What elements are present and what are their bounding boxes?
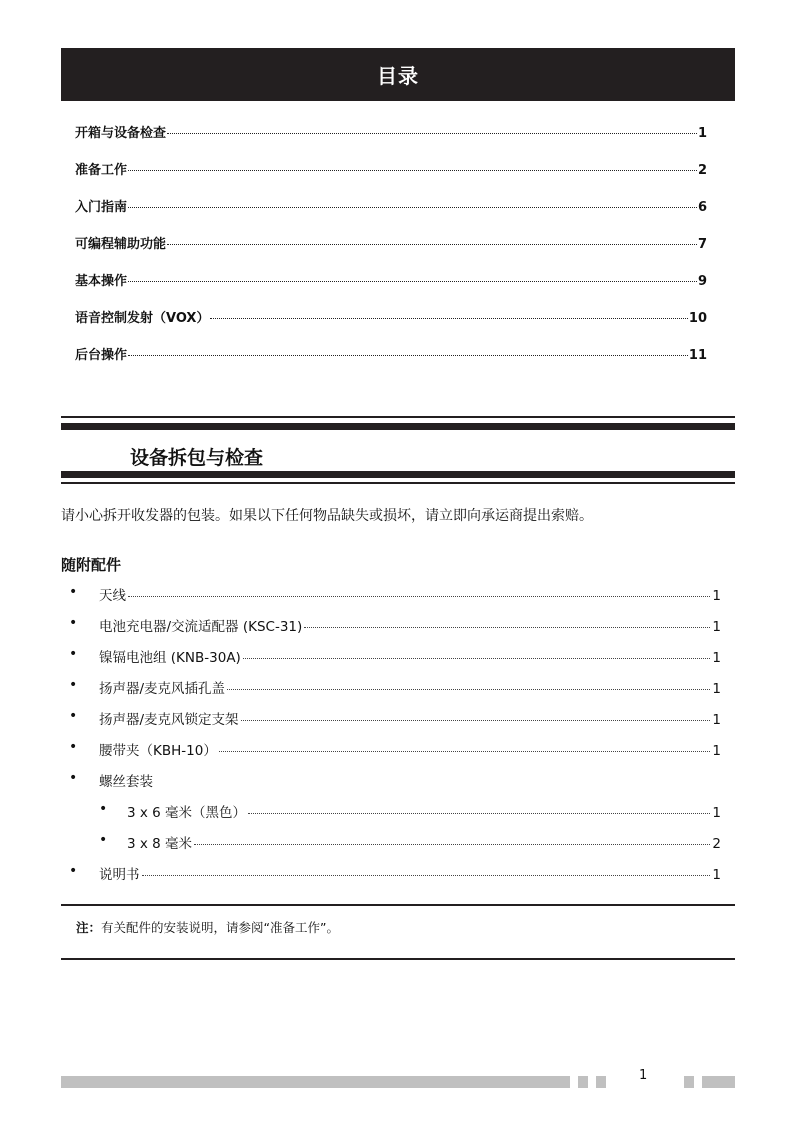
- toc-item-preparation[interactable]: [75, 159, 707, 196]
- toc-item-label: 开箱与设备检查: [75, 126, 167, 141]
- toc-item-page: 11: [688, 348, 707, 363]
- toc-item-page: 7: [697, 237, 707, 252]
- list-item-label: 天线: [99, 588, 126, 604]
- leader-dots: [210, 318, 687, 319]
- footer-block: [596, 1076, 606, 1088]
- leader-dots: [128, 207, 697, 208]
- toc-item-programmable-functions[interactable]: [75, 233, 707, 270]
- toc-item-label: 入门指南: [75, 200, 128, 215]
- list-item: [61, 863, 721, 894]
- toc-item-getting-started[interactable]: [75, 196, 707, 233]
- bullet-icon: •: [69, 646, 78, 662]
- toc-item-page: 9: [697, 274, 707, 289]
- toc-item-vox[interactable]: [75, 307, 707, 344]
- toc-item-page: 1: [697, 126, 707, 141]
- leader-dots: [128, 355, 688, 356]
- intro-paragraph: 请小心拆开收发器的包装。如果以下任何物品缺失或损坏，请立即向承运商提出索赔。: [61, 508, 593, 524]
- list-item-qty: 1: [712, 805, 721, 821]
- list-item-label: 说明书: [99, 867, 140, 883]
- bullet-icon: •: [69, 615, 78, 631]
- note-rule-top: [61, 904, 735, 906]
- toc-item-label: 准备工作: [75, 163, 128, 178]
- toc-item-page: 10: [688, 311, 707, 326]
- bullet-icon: •: [69, 863, 78, 879]
- toc-item-page: 2: [697, 163, 707, 178]
- accessories-heading: 随附配件: [61, 556, 122, 574]
- list-item-label: 镍镉电池组 (KNB-30A): [99, 650, 241, 666]
- list-subitem: [61, 832, 721, 863]
- list-item-qty: 2: [712, 836, 721, 852]
- list-item: [61, 739, 721, 770]
- leader-dots: [219, 751, 711, 752]
- list-item-label: 扬声器/麦克风插孔盖: [99, 681, 226, 697]
- list-item-label: 电池充电器/交流适配器 (KSC-31): [99, 619, 303, 635]
- leader-dots: [304, 627, 710, 628]
- section-rule-thin-top: [61, 416, 735, 418]
- page-number: 1: [639, 1068, 648, 1083]
- leader-dots: [128, 596, 710, 597]
- list-item: [61, 708, 721, 739]
- list-subitem: [61, 801, 721, 832]
- list-item-label: 3 x 8 毫米: [127, 836, 193, 852]
- leader-dots: [241, 720, 711, 721]
- toc-item-basic-operation[interactable]: [75, 270, 707, 307]
- section-rule-thick-bottom: [61, 471, 735, 478]
- toc-list: [75, 122, 707, 381]
- list-item-qty: 1: [712, 650, 721, 666]
- footer-bar-right: [702, 1076, 735, 1088]
- toc-item-label: 基本操作: [75, 274, 128, 289]
- bullet-icon: •: [69, 708, 78, 724]
- section-rule-thin-bottom: [61, 482, 735, 484]
- list-item-qty: 1: [712, 588, 721, 604]
- list-item: [61, 646, 721, 677]
- bullet-icon: •: [69, 584, 78, 600]
- toc-item-label: 语音控制发射（VOX）: [75, 311, 210, 326]
- bullet-icon: •: [69, 739, 78, 755]
- leader-dots: [128, 170, 697, 171]
- leader-dots: [128, 281, 697, 282]
- toc-item-label: 可编程辅助功能: [75, 237, 167, 252]
- list-item-qty: 1: [712, 867, 721, 883]
- footer-block: [684, 1076, 694, 1088]
- list-item-qty: 1: [712, 681, 721, 697]
- leader-dots: [167, 133, 697, 134]
- list-item-label: 扬声器/麦克风锁定支架: [99, 712, 239, 728]
- list-item: [61, 615, 721, 646]
- list-item-label: 3 x 6 毫米（黑色）: [127, 805, 247, 821]
- note-text: 有关配件的安装说明，请参阅“准备工作”。: [101, 920, 339, 935]
- note-rule-bottom: [61, 958, 735, 960]
- note-label: 注：: [76, 920, 102, 935]
- accessories-list: [61, 584, 721, 894]
- list-item-qty: 1: [712, 712, 721, 728]
- footer-block: [578, 1076, 588, 1088]
- toc-item-page: 6: [697, 200, 707, 215]
- list-item-label: 腰带夹（KBH-10）: [99, 743, 217, 759]
- section-rule-thick-top: [61, 423, 735, 430]
- bullet-icon: •: [69, 677, 78, 693]
- bullet-icon: •: [69, 770, 78, 786]
- leader-dots: [194, 844, 710, 845]
- list-item: [61, 677, 721, 708]
- leader-dots: [167, 244, 697, 245]
- footer-bar-left: [61, 1076, 570, 1088]
- toc-item-background-operation[interactable]: [75, 344, 707, 381]
- note: [76, 918, 339, 936]
- toc-item-unpacking[interactable]: [75, 122, 707, 159]
- list-item-label: 螺丝套装: [99, 774, 153, 790]
- list-item-qty: 1: [712, 743, 721, 759]
- leader-dots: [227, 689, 710, 690]
- bullet-icon: •: [99, 801, 108, 817]
- section-title: 设备拆包与检查: [130, 447, 264, 469]
- list-item-qty: 1: [712, 619, 721, 635]
- leader-dots: [243, 658, 711, 659]
- bullet-icon: •: [99, 832, 108, 848]
- leader-dots: [142, 875, 711, 876]
- leader-dots: [248, 813, 710, 814]
- toc-title: 目录: [61, 48, 735, 101]
- toc-item-label: 后台操作: [75, 348, 128, 363]
- list-item: [61, 584, 721, 615]
- list-item: [61, 770, 721, 801]
